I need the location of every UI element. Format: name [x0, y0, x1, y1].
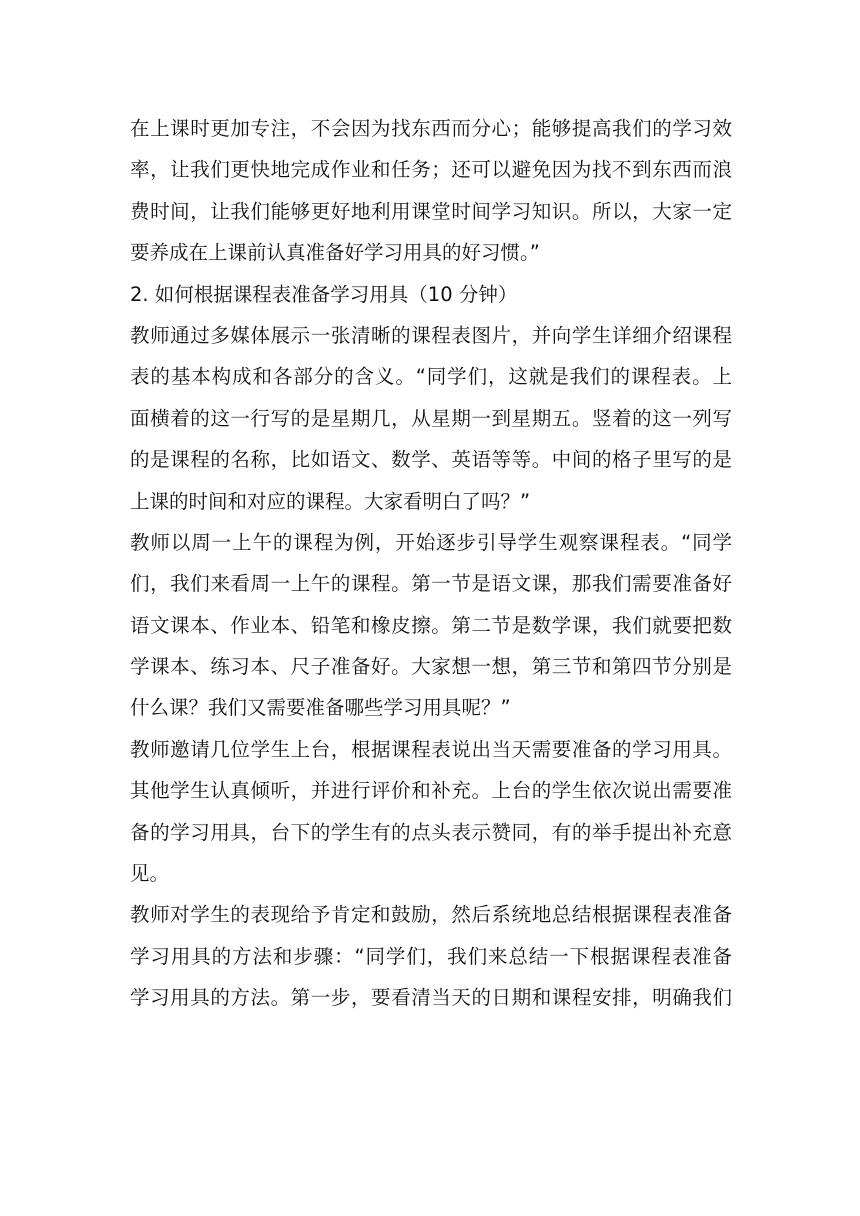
paragraph-line: 学习用具的方法。第一步，要看清当天的日期和课程安排，明确我们 — [130, 986, 732, 1010]
paragraph-line: 其他学生认真倾听，并进行评价和补充。上台的学生依次说出需要准 — [130, 779, 732, 803]
paragraph-line: 教师以周一上午的课程为例，开始逐步引导学生观察课程表。“同学 — [130, 530, 732, 554]
paragraph-line: 语文课本、作业本、铅笔和橡皮擦。第二节是数学课，我们就要把数 — [130, 613, 732, 637]
paragraph-line: 学课本、练习本、尺子准备好。大家想一想，第三节和第四节分别是 — [130, 655, 732, 679]
paragraph-line: 教师通过多媒体展示一张清晰的课程表图片，并向学生详细介绍课程 — [130, 323, 732, 347]
section-heading: 2. 如何根据课程表准备学习用具（10 分钟） — [130, 282, 518, 306]
paragraph-line: 们，我们来看周一上午的课程。第一节是语文课，那我们需要准备好 — [130, 572, 732, 596]
paragraph-line: 学习用具的方法和步骤：“同学们，我们来总结一下根据课程表准备 — [130, 944, 732, 968]
paragraph-line: 什么课？我们又需要准备哪些学习用具呢？” — [130, 696, 511, 720]
paragraph-line: 在上课时更加专注，不会因为找东西而分心；能够提高我们的学习效 — [130, 117, 732, 140]
paragraph-line: 上课的时间和对应的课程。大家看明白了吗？” — [130, 489, 531, 513]
paragraph-line: 的是课程的名称，比如语文、数学、英语等等。中间的格子里写的是 — [130, 448, 732, 472]
paragraph-line: 要养成在上课前认真准备好学习用具的好习惯。” — [130, 241, 540, 265]
paragraph-line: 率，让我们更快地完成作业和任务；还可以避免因为找不到东西而浪 — [130, 158, 732, 182]
paragraph-line: 表的基本构成和各部分的含义。“同学们，这就是我们的课程表。上 — [130, 365, 732, 389]
paragraph-line: 见。 — [130, 862, 170, 886]
paragraph-line: 教师邀请几位学生上台，根据课程表说出当天需要准备的学习用具。 — [130, 737, 732, 761]
paragraph-line: 面横着的这一行写的是星期几，从星期一到星期五。竖着的这一列写 — [130, 406, 732, 430]
paragraph-line: 备的学习用具，台下的学生有的点头表示赞同，有的举手提出补充意 — [130, 820, 732, 844]
paragraph-line: 教师对学生的表现给予肯定和鼓励，然后系统地总结根据课程表准备 — [130, 903, 732, 927]
paragraph-line: 费时间，让我们能够更好地利用课堂时间学习知识。所以，大家一定 — [130, 199, 732, 223]
document-page — [130, 108, 732, 1019]
